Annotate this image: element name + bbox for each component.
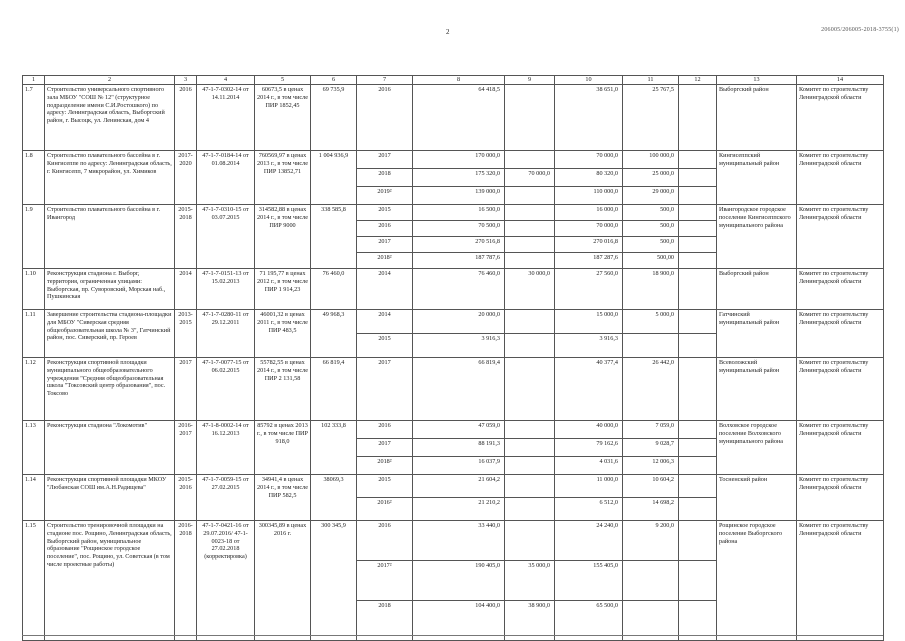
financing-year: 2016²	[357, 498, 413, 521]
financing-year: 2016	[357, 85, 413, 151]
estimated-cost: 34941,4 в ценах 2014 г., в том числе ПИР 582,5	[255, 475, 311, 521]
total-cost: 38069,3	[311, 475, 357, 521]
amount-regional: 15 000,0	[555, 310, 623, 334]
amount-total: 16 037,9	[413, 457, 505, 475]
object-name: Реконструкция стадиона "Локомотив"	[45, 421, 175, 475]
amount-local: 29 000,0	[623, 187, 679, 205]
column-number-13: 13	[717, 76, 797, 85]
total-cost: 69 735,9	[311, 85, 357, 151]
estimated-cost: 60673,5 в ценах 2014 г., в том числе ПИР 1852,45	[255, 85, 311, 151]
amount-local: 25 000,0	[623, 169, 679, 187]
amount-total: 175 320,0	[413, 169, 505, 187]
amount-regional: 11 000,0	[555, 475, 623, 498]
expertise-conclusion: 47-1-7-0421-16 от 29.07.2016/ 47-1-0023-18 от 27.02.2018 (корректировка)	[197, 521, 255, 641]
estimated-cost: 300345,89 в ценах 2016 г.	[255, 521, 311, 641]
amount-total: 21 210,2	[413, 498, 505, 521]
financing-year: 2017	[357, 237, 413, 253]
amount-federal	[505, 187, 555, 205]
amount-federal	[505, 521, 555, 561]
total-cost: 338 585,8	[311, 205, 357, 269]
estimated-cost: 71 195,77 в ценах 2012 г., в том числе ПИР 1 914,23	[255, 269, 311, 310]
construction-years: 2017	[175, 358, 197, 421]
amount-total: 3 916,3	[413, 334, 505, 358]
amount-local: 10 604,2	[623, 475, 679, 498]
financing-year: 2015	[357, 334, 413, 358]
row-number: 1.11	[23, 310, 45, 358]
amount-local	[623, 334, 679, 358]
expertise-conclusion: 47-1-7-0280-11 от 29.12.2011	[197, 310, 255, 358]
amount-local: 9 028,7	[623, 439, 679, 457]
row-number: 1.8	[23, 151, 45, 205]
table-row	[23, 85, 884, 151]
amount-regional: 79 162,6	[555, 439, 623, 457]
amount-total: 20 000,0	[413, 310, 505, 334]
amount-federal	[505, 358, 555, 421]
total-cost: 76 460,0	[311, 269, 357, 310]
expertise-conclusion: 47-1-7-0059-15 от 27.02.2015	[197, 475, 255, 521]
estimated-cost: 55782,55 в ценах 2014 г., в том числе ПИР 2 131,58	[255, 358, 311, 421]
amount-local: 25 767,5	[623, 85, 679, 151]
amount-local: 500,0	[623, 205, 679, 221]
amount-local: 500,00	[623, 253, 679, 269]
amount-other	[679, 253, 717, 269]
customer: Комитет по строительству Ленинградской области	[797, 151, 884, 205]
amount-local: 12 006,3	[623, 457, 679, 475]
amount-other	[679, 205, 717, 221]
amount-other	[679, 310, 717, 334]
municipality: Выборгский район	[717, 85, 797, 151]
financing-year: 2017	[357, 439, 413, 457]
amount-regional: 80 320,0	[555, 169, 623, 187]
object-name: Реконструкция спортивной площадки муниципального общеобразовательного учреждения "Средняя общеобразовательная школа "Токсовский центр образования", пос. Токсово	[45, 358, 175, 421]
customer: Комитет по строительству Ленинградской области	[797, 421, 884, 475]
financing-year: 2016	[357, 521, 413, 561]
amount-local: 500,0	[623, 221, 679, 237]
financing-year: 2014	[357, 269, 413, 310]
amount-federal	[505, 310, 555, 334]
amount-total: 16 500,0	[413, 205, 505, 221]
amount-federal	[505, 334, 555, 358]
amount-federal: 30 000,0	[505, 269, 555, 310]
table-row	[23, 521, 884, 561]
financing-year: 2017²	[357, 561, 413, 601]
municipality: Кингисеппский муниципальный район	[717, 151, 797, 205]
amount-federal	[505, 498, 555, 521]
amount-regional: 27 560,0	[555, 269, 623, 310]
amount-regional: 6 512,0	[555, 498, 623, 521]
estimated-cost: 46001,32 в ценах 2011 г., в том числе ПИР 483,5	[255, 310, 311, 358]
amount-other	[679, 457, 717, 475]
customer: Комитет по строительству Ленинградской области	[797, 85, 884, 151]
amount-local: 500,0	[623, 237, 679, 253]
amount-other	[679, 334, 717, 358]
amount-total: 88 191,3	[413, 439, 505, 457]
municipality: Волховское городское поселение Волховского муниципального района	[717, 421, 797, 475]
row-number: 1.15	[23, 521, 45, 641]
amount-other	[679, 521, 717, 561]
column-number-10: 10	[555, 76, 623, 85]
amount-federal	[505, 253, 555, 269]
customer: Комитет по строительству Ленинградской области	[797, 310, 884, 358]
amount-regional: 155 405,0	[555, 561, 623, 601]
row-number: 1.7	[23, 85, 45, 151]
amount-regional: 38 651,0	[555, 85, 623, 151]
object-name: Строительство плавательного бассейна в г. Ивангород	[45, 205, 175, 269]
object-name: Строительство тренировочной площадки на стадионе пос. Рощино, Ленинградская область, Выборгский район, муниципальное образование "Рощинское городское поселение", пос. Рощино, ул. Советская (в том числе проектные работы)	[45, 521, 175, 641]
municipality: Гатчинский муниципальный район	[717, 310, 797, 358]
construction-years: 2017-2020	[175, 151, 197, 205]
amount-total: 64 418,5	[413, 85, 505, 151]
column-number-7: 7	[357, 76, 413, 85]
customer: Комитет по строительству Ленинградской области	[797, 358, 884, 421]
construction-years: 2014	[175, 269, 197, 310]
estimated-cost: 314582,88 в ценах 2014 г., в том числе ПИР 9000	[255, 205, 311, 269]
amount-other	[679, 151, 717, 169]
page-bottom-rule	[22, 635, 883, 636]
municipality: Рощинское городское поселение Выборгского района	[717, 521, 797, 641]
expertise-conclusion: 47-1-7-0151-13 от 15.02.2013	[197, 269, 255, 310]
amount-other	[679, 237, 717, 253]
amount-local: 9 200,0	[623, 521, 679, 561]
financing-year: 2016	[357, 421, 413, 439]
column-number-5: 5	[255, 76, 311, 85]
amount-local: 5 000,0	[623, 310, 679, 334]
table-row	[23, 358, 884, 421]
expertise-conclusion: 47-1-8-0002-14 от 16.12.2013	[197, 421, 255, 475]
financing-year: 2017	[357, 151, 413, 169]
amount-local: 7 059,0	[623, 421, 679, 439]
construction-years: 2015-2016	[175, 475, 197, 521]
amount-other	[679, 439, 717, 457]
amount-total: 33 440,0	[413, 521, 505, 561]
financing-year: 2018	[357, 601, 413, 641]
amount-other	[679, 85, 717, 151]
table-row	[23, 421, 884, 439]
amount-total: 170 000,0	[413, 151, 505, 169]
construction-years: 2016-2017	[175, 421, 197, 475]
column-number-9: 9	[505, 76, 555, 85]
object-name: Строительство универсального спортивного зала МБОУ "СОШ № 12" (структурное подразделение имени С.И.Ростошкого) по адресу: Ленинградская область, Выборгский район, г. Высоцк, ул. Ленинская, дом 4	[45, 85, 175, 151]
construction-years: 2016-2018	[175, 521, 197, 641]
financing-year: 2018²	[357, 457, 413, 475]
table-row	[23, 205, 884, 221]
object-name: Реконструкция спортивной площадки МКОУ "Любанская СОШ им.А.Н.Радищева"	[45, 475, 175, 521]
amount-total: 47 059,0	[413, 421, 505, 439]
amount-other	[679, 358, 717, 421]
estimated-cost: 85792 в ценах 2013 г., в том числе ПИР 918,0	[255, 421, 311, 475]
expertise-conclusion: 47-1-7-0310-15 от 03.07.2015	[197, 205, 255, 269]
amount-federal	[505, 439, 555, 457]
amount-regional: 70 000,0	[555, 151, 623, 169]
amount-other	[679, 187, 717, 205]
amount-federal	[505, 151, 555, 169]
object-name: Строительство плавательного бассейна в г. Кингисеппе по адресу: Ленинградская область, г. Кингисепп, 7 микрорайон, ул. Химиков	[45, 151, 175, 205]
amount-regional: 16 000,0	[555, 205, 623, 221]
amount-local	[623, 561, 679, 601]
amount-federal	[505, 85, 555, 151]
column-number-8: 8	[413, 76, 505, 85]
customer: Комитет по строительству Ленинградской области	[797, 475, 884, 521]
financing-year: 2018	[357, 169, 413, 187]
financing-year: 2015	[357, 475, 413, 498]
row-number: 1.14	[23, 475, 45, 521]
amount-federal: 35 000,0	[505, 561, 555, 601]
amount-total: 270 516,8	[413, 237, 505, 253]
column-number-6: 6	[311, 76, 357, 85]
amount-local: 26 442,0	[623, 358, 679, 421]
table-row	[23, 269, 884, 310]
amount-regional: 40 377,4	[555, 358, 623, 421]
row-number: 1.12	[23, 358, 45, 421]
amount-total: 104 400,0	[413, 601, 505, 641]
amount-total: 190 405,0	[413, 561, 505, 601]
amount-other	[679, 561, 717, 601]
amount-total: 66 819,4	[413, 358, 505, 421]
expertise-conclusion: 47-1-7-0302-14 от 14.11.2014	[197, 85, 255, 151]
amount-other	[679, 221, 717, 237]
page-number: 2	[446, 28, 450, 36]
total-cost: 102 333,8	[311, 421, 357, 475]
municipality: Ивангородское городское поселение Кингисеппского муниципального района	[717, 205, 797, 269]
amount-federal: 38 900,0	[505, 601, 555, 641]
column-number-2: 2	[45, 76, 175, 85]
municipality: Тосненский район	[717, 475, 797, 521]
amount-other	[679, 498, 717, 521]
customer: Комитет по строительству Ленинградской области	[797, 205, 884, 269]
amount-federal	[505, 237, 555, 253]
table-header-row	[23, 76, 884, 85]
amount-total: 139 000,0	[413, 187, 505, 205]
column-number-14: 14	[797, 76, 884, 85]
financing-year: 2016	[357, 221, 413, 237]
construction-years: 2015-2018	[175, 205, 197, 269]
amount-federal	[505, 205, 555, 221]
table-row	[23, 151, 884, 169]
construction-years: 2016	[175, 85, 197, 151]
amount-other	[679, 169, 717, 187]
total-cost: 66 819,4	[311, 358, 357, 421]
amount-total: 70 500,0	[413, 221, 505, 237]
amount-federal: 70 000,0	[505, 169, 555, 187]
amount-regional: 4 031,6	[555, 457, 623, 475]
total-cost: 300 345,9	[311, 521, 357, 641]
row-number: 1.9	[23, 205, 45, 269]
customer: Комитет по строительству Ленинградской области	[797, 521, 884, 641]
amount-other	[679, 269, 717, 310]
document-id: 206005/206005-2018-3755(1)	[821, 27, 899, 33]
customer: Комитет по строительству Ленинградской области	[797, 269, 884, 310]
amount-regional: 70 000,0	[555, 221, 623, 237]
amount-federal	[505, 421, 555, 439]
object-name: Реконструкция стадиона г. Выборг, территория, ограниченная улицами: Выборгская, пр. Суворовский, Морская наб., Пушкинская	[45, 269, 175, 310]
amount-total: 21 604,2	[413, 475, 505, 498]
financing-year: 2017	[357, 358, 413, 421]
amount-federal	[505, 221, 555, 237]
amount-local: 100 000,0	[623, 151, 679, 169]
municipality: Выборгский район	[717, 269, 797, 310]
row-number: 1.13	[23, 421, 45, 475]
amount-total: 76 460,0	[413, 269, 505, 310]
amount-total: 187 787,6	[413, 253, 505, 269]
column-number-3: 3	[175, 76, 197, 85]
amount-other	[679, 421, 717, 439]
amount-regional: 24 240,0	[555, 521, 623, 561]
column-number-11: 11	[623, 76, 679, 85]
total-cost: 1 004 936,9	[311, 151, 357, 205]
investment-table	[22, 75, 884, 641]
amount-local: 18 900,0	[623, 269, 679, 310]
construction-years: 2013-2015	[175, 310, 197, 358]
column-number-4: 4	[197, 76, 255, 85]
financing-year: 2015	[357, 205, 413, 221]
table-row	[23, 310, 884, 334]
amount-local: 14 698,2	[623, 498, 679, 521]
amount-federal	[505, 475, 555, 498]
amount-other	[679, 475, 717, 498]
estimated-cost: 760569,97 в ценах 2013 г., в том числе ПИР 13852,71	[255, 151, 311, 205]
column-number-1: 1	[23, 76, 45, 85]
financing-year: 2019²	[357, 187, 413, 205]
financing-year: 2018²	[357, 253, 413, 269]
amount-regional: 270 016,8	[555, 237, 623, 253]
financing-year: 2014	[357, 310, 413, 334]
total-cost: 49 968,3	[311, 310, 357, 358]
column-number-12: 12	[679, 76, 717, 85]
municipality: Всеволожский муниципальный район	[717, 358, 797, 421]
amount-regional: 3 916,3	[555, 334, 623, 358]
amount-regional: 187 287,6	[555, 253, 623, 269]
amount-regional: 110 000,0	[555, 187, 623, 205]
expertise-conclusion: 47-1-7-0184-14 от 01.08.2014	[197, 151, 255, 205]
amount-regional: 40 000,0	[555, 421, 623, 439]
object-name: Завершение строительства стадиона-площадки для МБОУ "Сиверская средняя общеобразовательная школа № 3", Гатчинский район, пос. Сиверский, пр. Героев	[45, 310, 175, 358]
amount-federal	[505, 457, 555, 475]
row-number: 1.10	[23, 269, 45, 310]
table-row	[23, 475, 884, 498]
amount-regional: 65 500,0	[555, 601, 623, 641]
expertise-conclusion: 47-1-7-0077-15 от 06.02.2015	[197, 358, 255, 421]
